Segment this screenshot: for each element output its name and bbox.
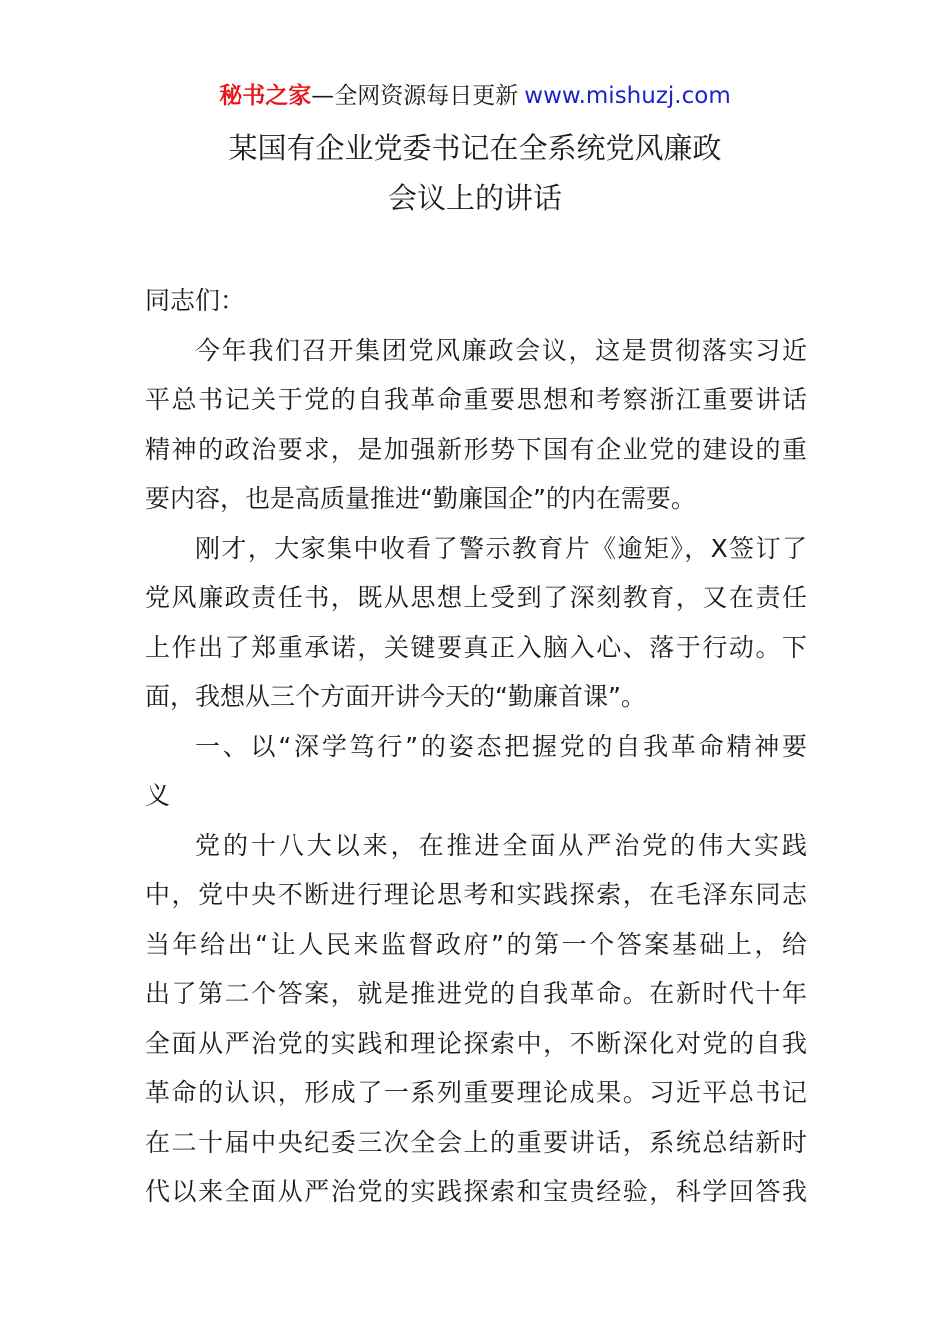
body-line: 代以来全面从严治党的实践探索和宝贵经验，科学回答我 — [145, 1177, 807, 1206]
document-title-line-2: 会议上的讲话 — [387, 181, 562, 215]
body-line: 党的十八大以来，在推进全面从严治党的伟大实践 — [195, 830, 807, 860]
body-line: 上作出了郑重承诺，关键要真正入脑入心、落于行动。下 — [145, 632, 807, 662]
section-heading-line: 一、以“深学笃行”的姿态把握党的自我革命精神要 — [195, 731, 807, 761]
body-line: 要内容，也是高质量推进“勤廉国企”的内在需要。 — [145, 484, 696, 513]
brand-name: 秘书之家 — [219, 83, 312, 109]
site-url-link[interactable]: www.mishuzj.com — [524, 83, 731, 109]
site-header — [0, 80, 950, 112]
body-line: 平总书记关于党的自我革命重要思想和考察浙江重要讲话 — [145, 385, 807, 414]
body-line: 精神的政治要求，是加强新形势下国有企业党的建设的重 — [145, 434, 807, 464]
body-line: 革命的认识，形成了一系列重要理论成果。习近平总书记 — [145, 1078, 807, 1107]
body-line: 当年给出“让人民来监督政府”的第一个答案基础上，给 — [145, 929, 807, 959]
body-line: 今年我们召开集团党风廉政会议，这是贯彻落实习近 — [195, 335, 807, 365]
section-heading-line: 义 — [145, 781, 171, 810]
document-title-line-1: 某国有企业党委书记在全系统党风廉政 — [228, 131, 722, 165]
body-line: 出了第二个答案，就是推进党的自我革命。在新时代十年 — [145, 979, 807, 1008]
body-line: 党风廉政责任书，既从思想上受到了深刻教育，又在责任 — [145, 583, 807, 612]
speech-body — [145, 276, 807, 1217]
body-line: 刚才，大家集中收看了警示教育片《逾矩》，X签订了 — [195, 533, 807, 563]
header-tagline: —全网资源每日更新 — [311, 83, 519, 109]
body-line: 在二十届中央纪委三次全会上的重要讲话，系统总结新时 — [145, 1127, 807, 1157]
body-line: 全面从严治党的实践和理论探索中，不断深化对党的自我 — [145, 1028, 807, 1058]
body-line: 中，党中央不断进行理论思考和实践探索，在毛泽东同志 — [145, 880, 807, 909]
body-line: 面，我想从三个方面开讲今天的“勤廉首课”。 — [145, 682, 646, 711]
salutation: 同志们： — [145, 286, 246, 315]
